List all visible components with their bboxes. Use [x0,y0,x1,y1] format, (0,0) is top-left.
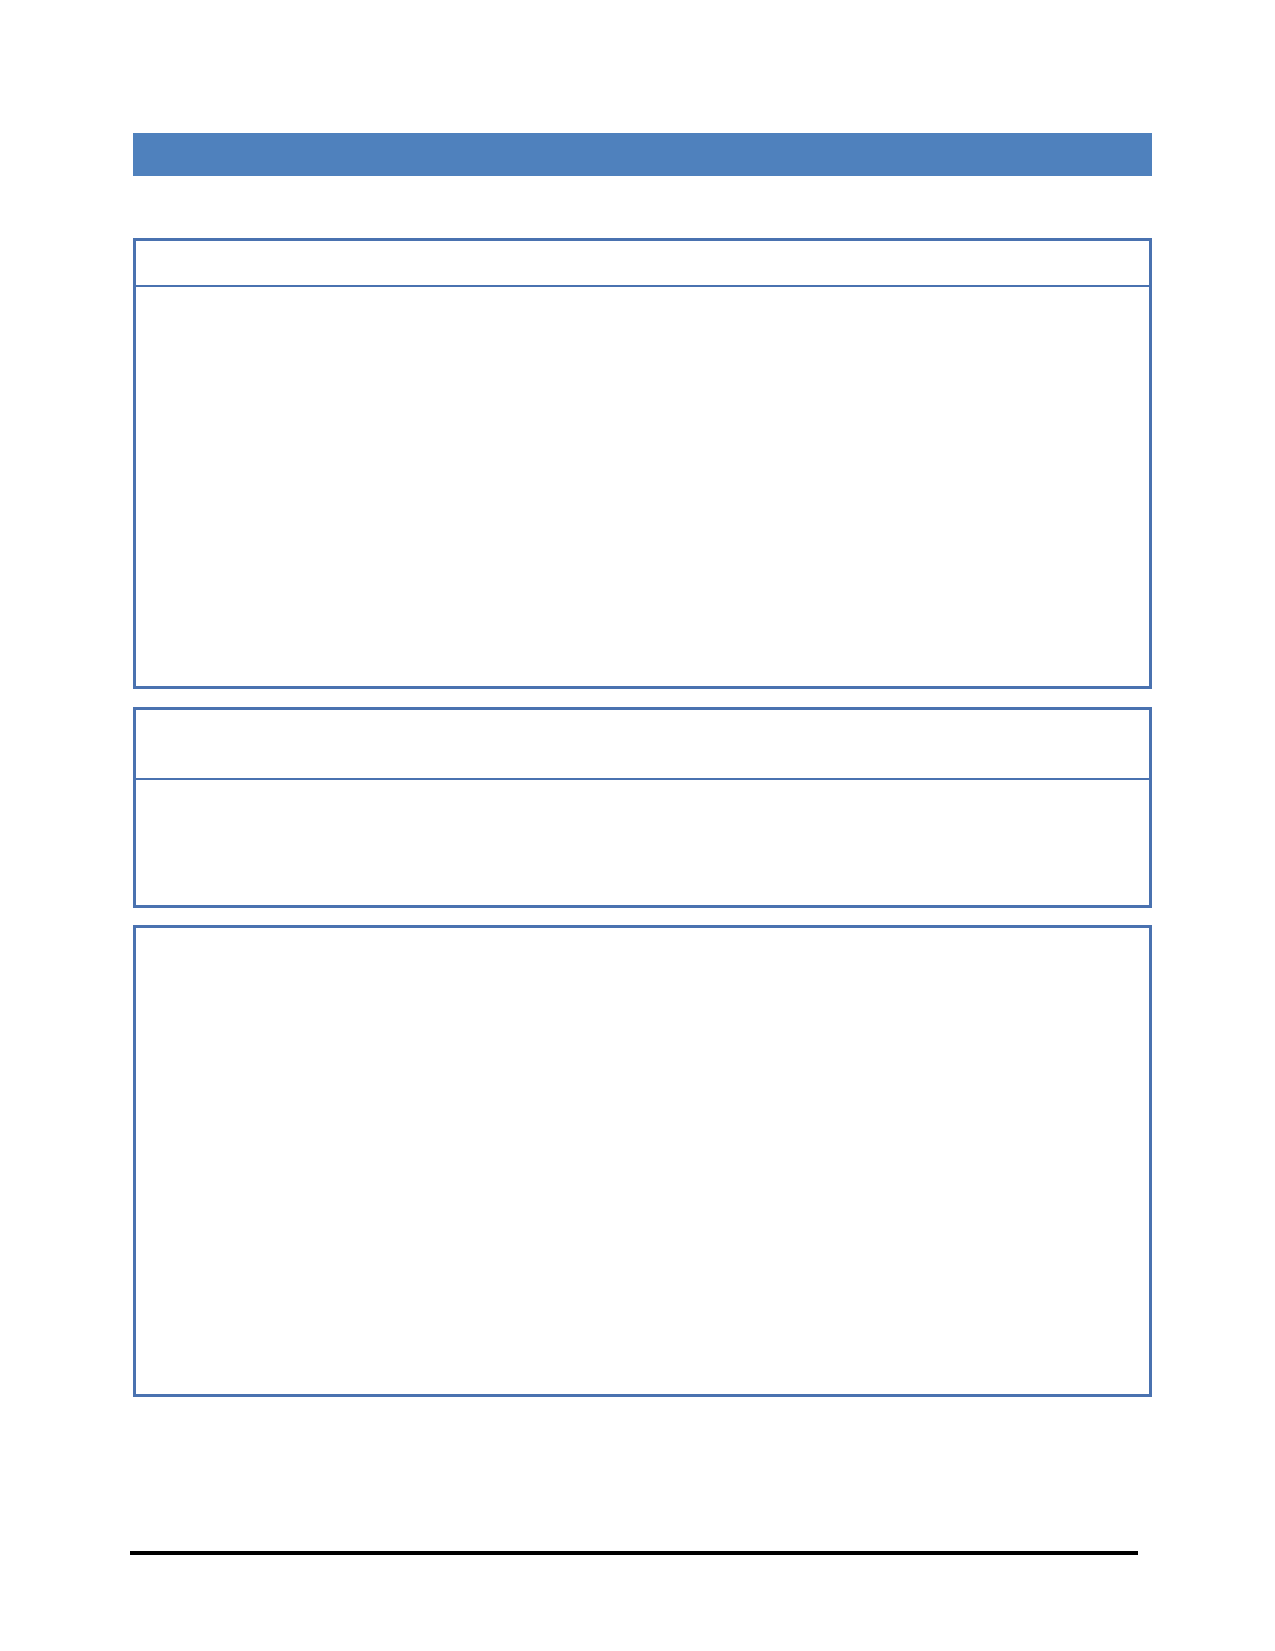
code-band [133,133,1152,176]
competence-body-row [136,285,1149,686]
competence-header-row [136,241,1149,285]
overall-criteria-body-row [136,778,1149,905]
overall-criteria-box [133,707,1152,908]
program-code [1118,146,1134,169]
overall-criteria-header-row [136,710,1149,778]
competence-box [133,238,1152,689]
footer-rule [130,1551,1138,1555]
elements-box [133,925,1152,1397]
elements-header-row [136,928,1149,974]
